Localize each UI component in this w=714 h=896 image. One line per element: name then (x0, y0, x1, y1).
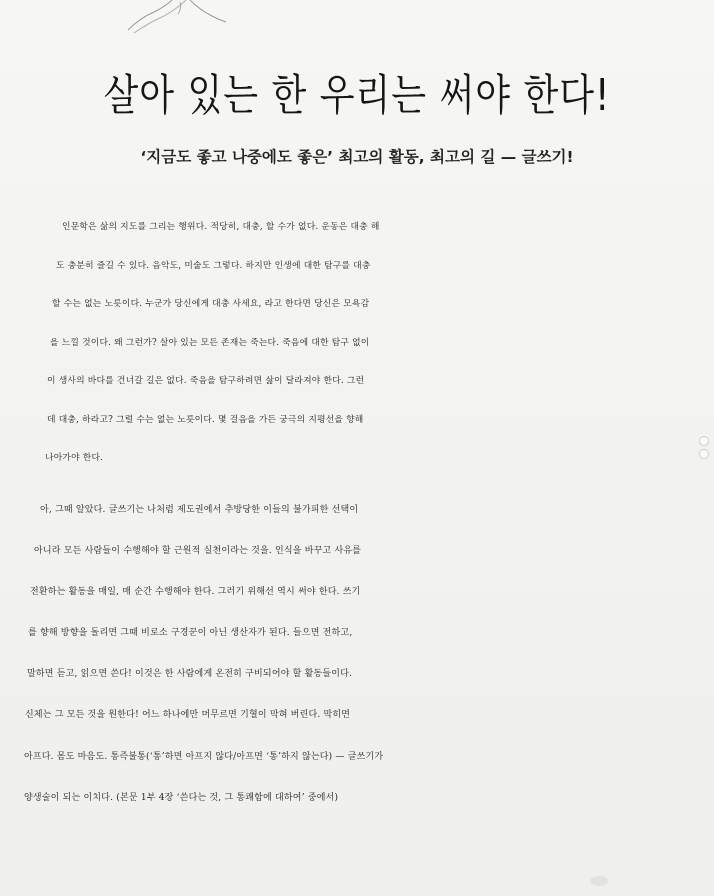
paragraph-2 (0, 490, 714, 820)
text-line: 이 생사의 바다를 건너갈 길은 없다. 죽음을 탐구하려면 삶이 달라져야 한다. 그런 (47, 376, 365, 386)
body-text (0, 208, 714, 819)
text-line: 도 충분히 즐길 수 있다. 음악도, 미술도 그렇다. 하지만 인생에 대한 탐구를 대충 (56, 260, 371, 271)
text-line: 신체는 그 모든 것을 원한다! 어느 하나에만 머무르면 기혈이 막혀 버린다. 막히면 (25, 710, 351, 721)
text-line: 아니라 모든 사람들이 수행해야 할 근원적 실천이라는 것을. 인식을 바꾸고 사유를 (34, 545, 362, 556)
carousel-indicator-icon[interactable] (698, 436, 710, 462)
text-line: 말하면 듣고, 읽으면 쓴다! 이것은 한 사람에게 온전히 구비되어야 할 활동들이다. (27, 669, 353, 680)
text-line: 나아가야 한다. (45, 453, 104, 463)
paragraph-1 (0, 208, 714, 478)
text-line: 아프다. 몸도 마음도. 통즉불통(‘통’하면 아프지 않다/아프면 ‘통’하지 않는다) — 글쓰기가 (24, 751, 384, 762)
text-line: 를 향해 방향을 돌리면 그때 비로소 구경꾼이 아닌 생산자가 된다. 들으면 전하고, (28, 628, 353, 639)
text-line: 아, 그때 알았다. 글쓰기는 나처럼 제도권에서 추방당한 이들의 불가피한 선택이 (40, 504, 359, 515)
text-line: 을 느낄 것이다. 왜 그런가? 살아 있는 모든 존재는 죽는다. 죽음에 대한 탐구 없이 (50, 337, 370, 348)
text-line: 인문학은 삶의 지도를 그리는 행위다. 적당히, 대충, 할 수가 없다. 운동은 대충 해 (62, 222, 380, 232)
page-subtitle: ‘지금도 좋고 나중에도 좋은’ 최고의 활동, 최고의 길 — 글쓰기! (140, 148, 574, 166)
dot-icon (699, 449, 709, 459)
text-line: 양생술이 되는 이치다. (본문 1부 4장 ‘쓴다는 것, 그 통쾌함에 대하여’ 중에서) (24, 792, 339, 803)
sketch-illustration (120, 0, 230, 38)
dot-icon (699, 436, 709, 446)
text-line: 전환하는 활동을 매일, 매 순간 수행해야 한다. 그러기 위해선 역시 써야 한다. 쓰기 (30, 586, 361, 597)
paper-smudge (590, 876, 608, 886)
text-line: 데 대충, 하라고? 그럴 수는 없는 노릇이다. 몇 걸음을 가든 궁극의 지평선을 향해 (47, 414, 364, 425)
text-line: 할 수는 없는 노릇이다. 누군가 당신에게 대충 사세요, 라고 한다면 당신은 모욕감 (52, 299, 370, 309)
page-title: 살아 있는 한 우리는 써야 한다! (103, 71, 611, 121)
